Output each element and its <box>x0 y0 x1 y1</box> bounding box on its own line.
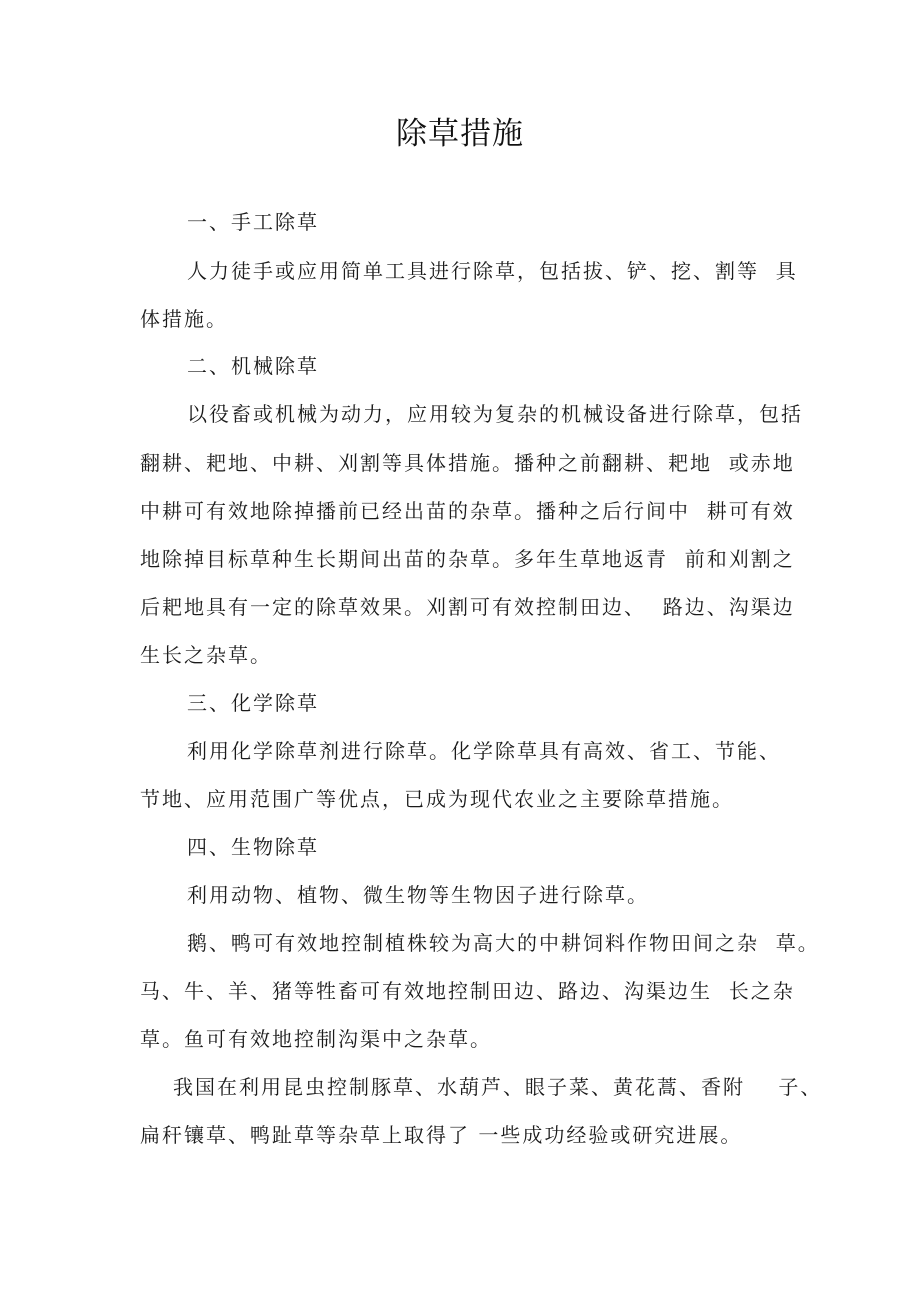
section-heading-biological: 四、生物除草 <box>187 835 319 859</box>
paragraph-line: 鹅、鸭可有效地控制植株较为高大的中耕饲料作物田间之杂 草。 <box>187 931 820 955</box>
paragraph-line: 地除掉目标草种生长期间出苗的杂草。多年生草地返青 前和刈割之 <box>140 547 795 571</box>
paragraph-line: 节地、应用范围广等优点，已成为现代农业之主要除草措施。 <box>140 787 734 811</box>
paragraph-line: 人力徒手或应用简单工具进行除草，包括拔、铲、挖、割等 具 <box>187 259 798 283</box>
paragraph-line: 生长之杂草。 <box>140 643 272 667</box>
paragraph-line: 以役畜或机械为动力，应用较为复杂的机械设备进行除草，包括 <box>187 402 803 426</box>
paragraph-line: 马、牛、羊、猪等牲畜可有效地控制田边、路边、沟渠边生 长之杂 <box>140 979 795 1003</box>
page-title: 除草措施 <box>396 116 524 152</box>
paragraph-line: 我国在利用昆虫控制豚草、水葫芦、眼子菜、黄花蒿、香附 子、 <box>173 1075 823 1099</box>
section-heading-chemical: 三、化学除草 <box>187 691 319 715</box>
paragraph-line: 中耕可有效地除掉播前已经出苗的杂草。播种之后行间中 耕可有效 <box>140 499 795 523</box>
paragraph-line: 利用化学除草剂进行除草。化学除草具有高效、省工、节能、 <box>187 739 781 763</box>
paragraph-line: 翻耕、耙地、中耕、刈割等具体措施。播种之前翻耕、耙地 或赤地 <box>140 451 795 475</box>
section-heading-mechanical: 二、机械除草 <box>187 354 319 378</box>
paragraph-line: 扁秆镶草、鸭趾草等杂草上取得了 一些成功经验或研究进展。 <box>140 1123 743 1147</box>
paragraph-line: 草。鱼可有效地控制沟渠中之杂草。 <box>140 1027 492 1051</box>
paragraph-line: 利用动物、植物、微生物等生物因子进行除草。 <box>187 883 649 907</box>
paragraph-line: 体措施。 <box>140 307 228 331</box>
section-heading-manual: 一、手工除草 <box>187 210 319 234</box>
paragraph-line: 后耙地具有一定的除草效果。刈割可有效控制田边、 路边、沟渠边 <box>140 595 795 619</box>
